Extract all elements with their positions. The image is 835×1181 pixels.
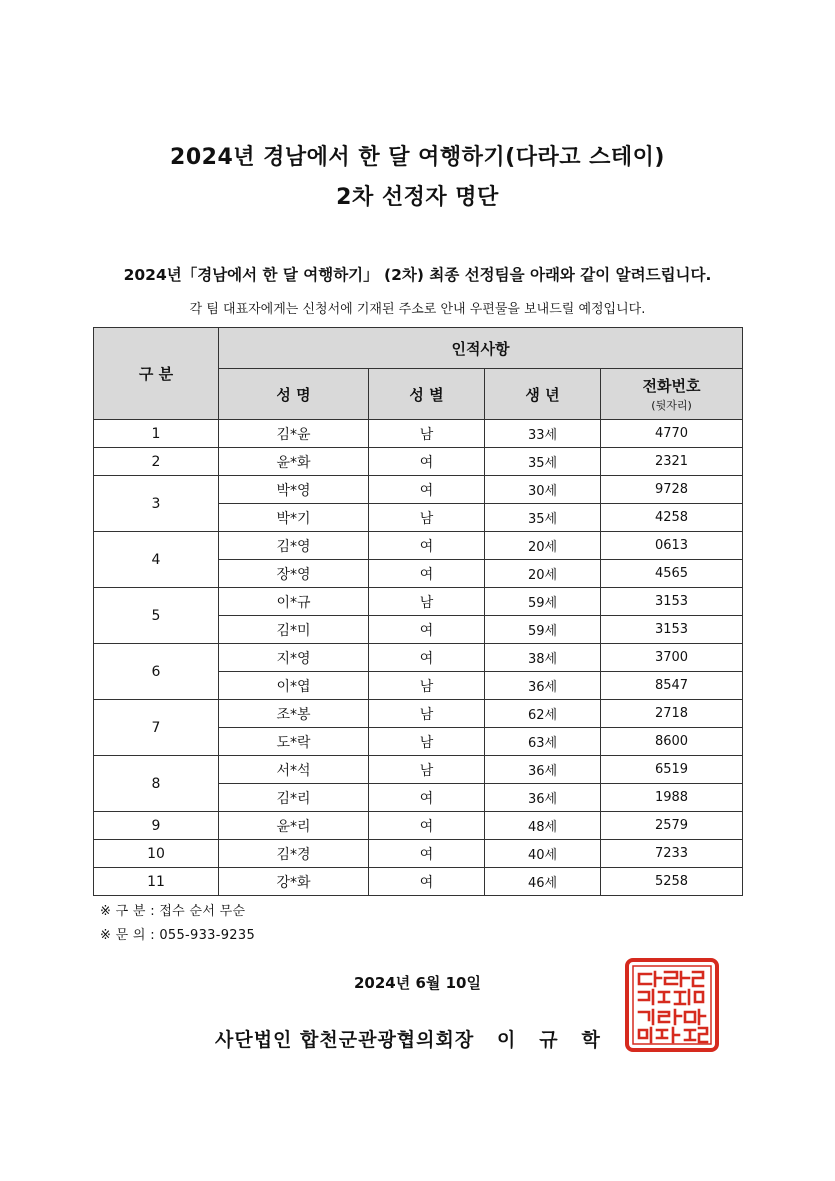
member-name: 김*윤 (219, 420, 369, 448)
member-phone: 2718 (601, 700, 743, 728)
member-gender: 여 (369, 644, 485, 672)
member-age: 48세 (485, 812, 601, 840)
member-name: 김*미 (219, 616, 369, 644)
table-row (94, 588, 743, 616)
member-name: 김*영 (219, 532, 369, 560)
member-phone: 8600 (601, 728, 743, 756)
member-phone: 1988 (601, 784, 743, 812)
group-number: 1 (94, 420, 219, 448)
member-phone: 2321 (601, 448, 743, 476)
group-number: 4 (94, 532, 219, 588)
member-phone: 8547 (601, 672, 743, 700)
document-subtitle: 2차 선정자 명단 (336, 185, 499, 210)
header-gender: 성 별 (369, 369, 485, 420)
table-row (94, 868, 743, 896)
member-age: 35세 (485, 504, 601, 532)
group-number: 8 (94, 756, 219, 812)
table-row (94, 840, 743, 868)
member-phone: 0613 (601, 532, 743, 560)
member-gender: 여 (369, 448, 485, 476)
member-phone: 3153 (601, 588, 743, 616)
member-age: 38세 (485, 644, 601, 672)
member-name: 지*영 (219, 644, 369, 672)
member-gender: 남 (369, 504, 485, 532)
member-age: 62세 (485, 700, 601, 728)
signature-line: 사단법인 합천군관광협의회장 이 규 학 (215, 1029, 601, 1051)
header-phone-note: (뒷자리) (651, 399, 692, 412)
member-gender: 남 (369, 588, 485, 616)
member-name: 박*기 (219, 504, 369, 532)
note-order: ※ 구 분 : 접수 순서 무순 (100, 904, 246, 919)
member-name: 도*락 (219, 728, 369, 756)
member-name: 박*영 (219, 476, 369, 504)
member-gender: 여 (369, 840, 485, 868)
group-number: 11 (94, 868, 219, 896)
document-title: 2024년 경남에서 한 달 여행하기(다라고 스테이) (170, 145, 665, 170)
member-name: 이*엽 (219, 672, 369, 700)
official-seal-stamp (625, 958, 719, 1052)
member-age: 36세 (485, 756, 601, 784)
member-age: 59세 (485, 616, 601, 644)
intro-subtext: 각 팀 대표자에게는 신청서에 기재된 주소로 안내 우편물을 보내드릴 예정입니다. (189, 302, 646, 317)
table-row (94, 700, 743, 728)
member-name: 김*리 (219, 784, 369, 812)
note-contact: ※ 문 의 : 055-933-9235 (100, 928, 256, 943)
member-name: 김*경 (219, 840, 369, 868)
member-name: 강*화 (219, 868, 369, 896)
member-gender: 남 (369, 672, 485, 700)
member-gender: 여 (369, 812, 485, 840)
member-gender: 남 (369, 756, 485, 784)
member-age: 36세 (485, 784, 601, 812)
table-row (94, 420, 743, 448)
group-number: 5 (94, 588, 219, 644)
member-phone: 7233 (601, 840, 743, 868)
header-group: 구 분 (94, 328, 219, 420)
member-gender: 여 (369, 560, 485, 588)
member-age: 59세 (485, 588, 601, 616)
member-phone: 4770 (601, 420, 743, 448)
member-name: 서*석 (219, 756, 369, 784)
member-age: 63세 (485, 728, 601, 756)
member-phone: 2579 (601, 812, 743, 840)
member-gender: 남 (369, 728, 485, 756)
header-phone (601, 369, 743, 420)
intro-text: 2024년「경남에서 한 달 여행하기」 (2차) 최종 선정팀을 아래와 같이 알려드립니다. (123, 266, 712, 284)
member-name: 윤*리 (219, 812, 369, 840)
member-gender: 여 (369, 532, 485, 560)
member-gender: 여 (369, 476, 485, 504)
group-number: 2 (94, 448, 219, 476)
member-age: 20세 (485, 532, 601, 560)
group-number: 6 (94, 644, 219, 700)
member-phone: 4258 (601, 504, 743, 532)
header-name: 성 명 (219, 369, 369, 420)
member-age: 40세 (485, 840, 601, 868)
member-age: 20세 (485, 560, 601, 588)
table-row (94, 476, 743, 504)
member-phone: 9728 (601, 476, 743, 504)
member-name: 조*봉 (219, 700, 369, 728)
member-name: 윤*화 (219, 448, 369, 476)
member-gender: 남 (369, 420, 485, 448)
table-row (94, 644, 743, 672)
member-name: 장*영 (219, 560, 369, 588)
table-row (94, 756, 743, 784)
member-age: 46세 (485, 868, 601, 896)
member-phone: 4565 (601, 560, 743, 588)
header-personal-info: 인적사항 (219, 328, 743, 369)
table-row (94, 448, 743, 476)
group-number: 3 (94, 476, 219, 532)
member-gender: 여 (369, 616, 485, 644)
group-number: 7 (94, 700, 219, 756)
member-gender: 여 (369, 784, 485, 812)
member-gender: 여 (369, 868, 485, 896)
table-row (94, 532, 743, 560)
document-date: 2024년 6월 10일 (354, 974, 481, 992)
group-number: 9 (94, 812, 219, 840)
header-phone-label: 전화번호 (642, 377, 701, 395)
selection-table (93, 327, 743, 896)
member-age: 36세 (485, 672, 601, 700)
header-birth: 생 년 (485, 369, 601, 420)
group-number: 10 (94, 840, 219, 868)
member-name: 이*규 (219, 588, 369, 616)
member-phone: 3700 (601, 644, 743, 672)
member-age: 30세 (485, 476, 601, 504)
table-row (94, 812, 743, 840)
member-phone: 3153 (601, 616, 743, 644)
member-age: 35세 (485, 448, 601, 476)
member-phone: 5258 (601, 868, 743, 896)
member-gender: 남 (369, 700, 485, 728)
table-body (94, 420, 743, 896)
member-phone: 6519 (601, 756, 743, 784)
member-age: 33세 (485, 420, 601, 448)
